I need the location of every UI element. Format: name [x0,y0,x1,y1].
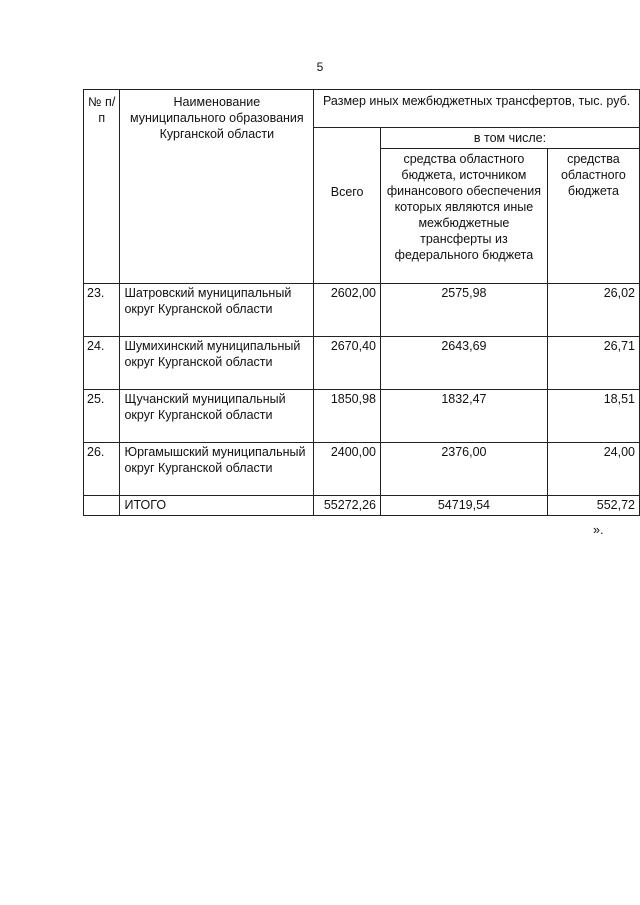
row-regional: 26,71 [547,337,639,390]
header-federal-source: средства областного бюджета, источником финансового обеспечения которых являются иные межбюджетные трансферты из федерального бюджета [381,149,548,284]
row-regional: 26,02 [547,284,639,337]
transfers-table [83,89,640,516]
row-municipality: Шумихинский муниципальный округ Курганской области [120,337,314,390]
row-municipality: Юргамышский муниципальный округ Курганской области [120,443,314,496]
totals-total: 55272,26 [314,496,381,516]
table-row [84,443,640,496]
row-federal-source: 1832,47 [381,390,548,443]
table-row [84,337,640,390]
row-number: 23. [84,284,120,337]
totals-regional: 552,72 [547,496,639,516]
row-regional: 24,00 [547,443,639,496]
row-municipality: Шатровский муниципальный округ Курганской области [120,284,314,337]
header-number: № п/п [84,90,120,284]
row-total: 2400,00 [314,443,381,496]
row-total: 2670,40 [314,337,381,390]
totals-federal-source: 54719,54 [381,496,548,516]
header-transfer-size: Размер иных межбюджетных трансфертов, тыс. руб. [314,90,640,128]
row-total: 2602,00 [314,284,381,337]
totals-row [84,496,640,516]
row-number: 25. [84,390,120,443]
row-municipality: Щучанский муниципальный округ Курганской области [120,390,314,443]
header-regional: средства областного бюджета [547,149,639,284]
page-number: 5 [316,60,324,74]
row-regional: 18,51 [547,390,639,443]
table-row [84,390,640,443]
row-federal-source: 2575,98 [381,284,548,337]
closing-quote-mark: ». [593,523,604,537]
row-number: 26. [84,443,120,496]
row-federal-source: 2643,69 [381,337,548,390]
header-municipality-name: Наименование муниципального образования Курганской области [120,90,314,284]
row-number: 24. [84,337,120,390]
header-including: в том числе: [381,128,640,149]
totals-number [84,496,120,516]
totals-label: ИТОГО [120,496,314,516]
table-row [84,284,640,337]
header-total: Всего [314,128,381,284]
row-federal-source: 2376,00 [381,443,548,496]
row-total: 1850,98 [314,390,381,443]
header-row-1 [84,90,640,128]
